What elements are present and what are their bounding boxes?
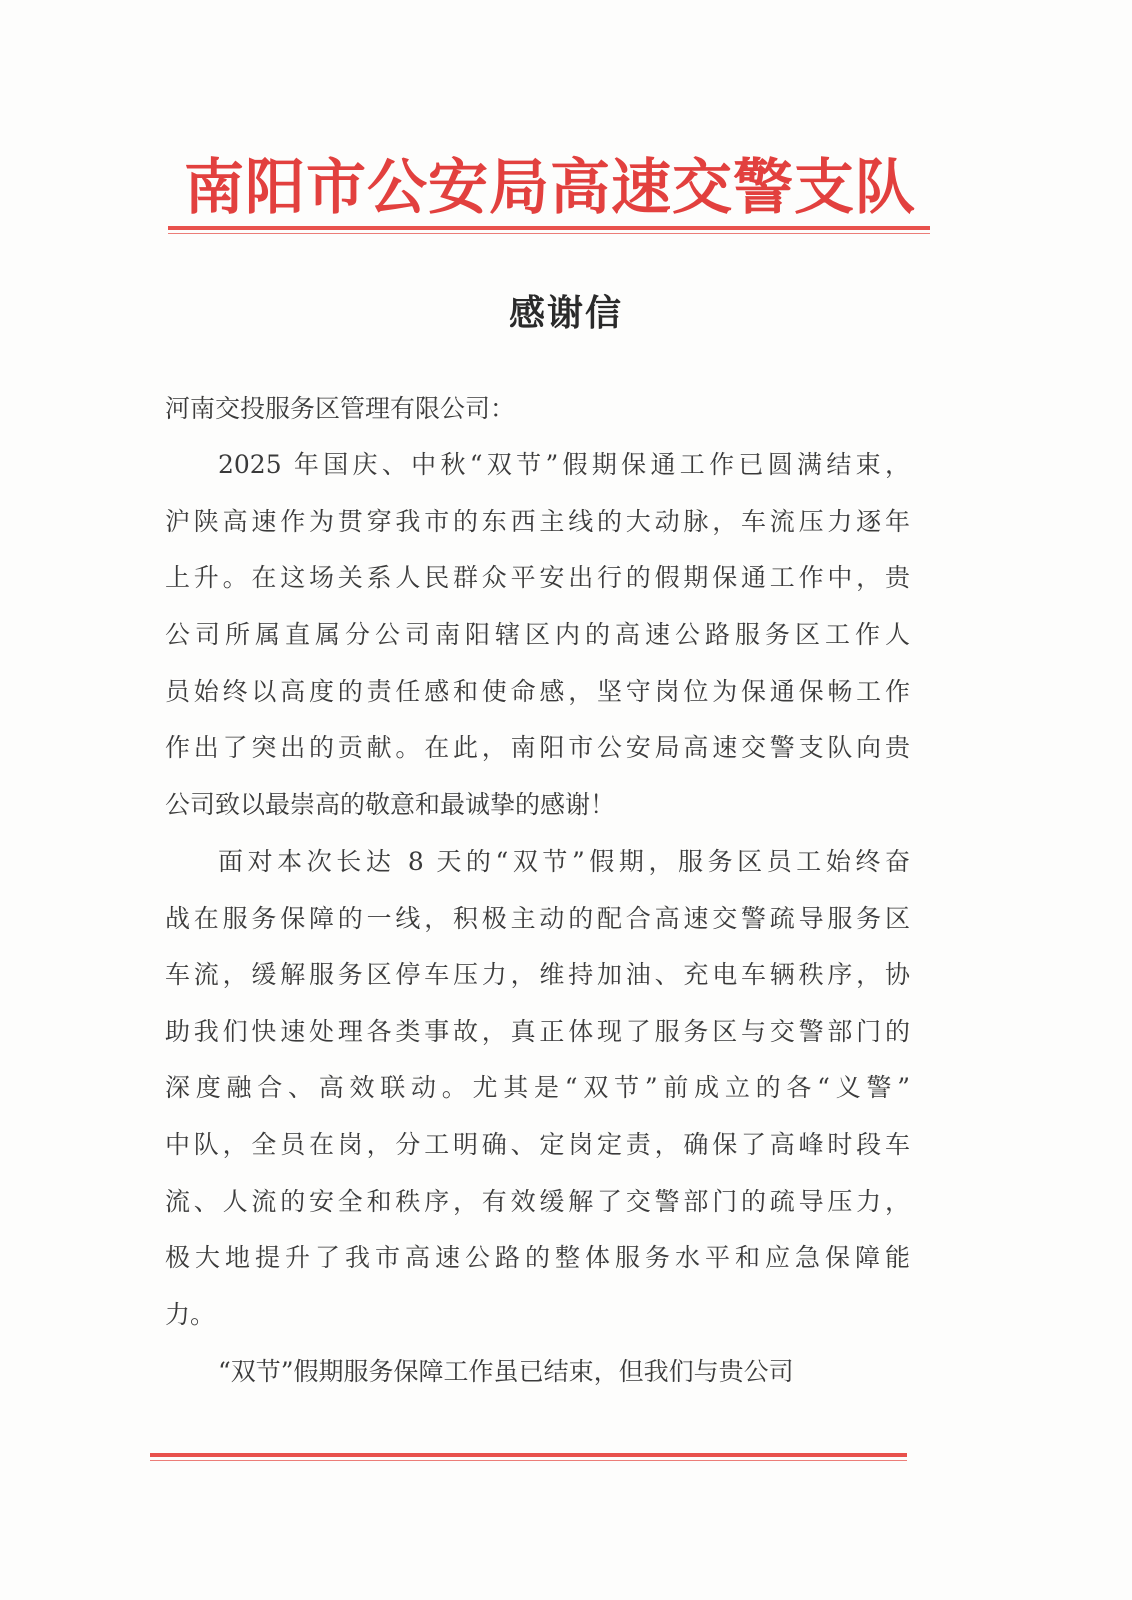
footer-rule-thin (150, 1460, 907, 1461)
body-line: 战在服务保障的一线，积极主动的配合高速交警疏导服务区 (165, 904, 910, 933)
letterhead-rule (168, 226, 930, 230)
document-title: 感谢信 (508, 292, 623, 334)
body-line: 流、人流的安全和秩序，有效缓解了交警部门的疏导压力， (165, 1187, 910, 1216)
body-line: 助我们快速处理各类事故，真正体现了服务区与交警部门的 (165, 1017, 910, 1046)
body-line: 公司所属直属分公司南阳辖区内的高速公路服务区工作人 (165, 620, 910, 649)
body-line: 车流，缓解服务区停车压力，维持加油、充电车辆秩序，协 (165, 960, 910, 989)
body-line: 深度融合、高效联动。尤其是“双节”前成立的各“义警” (165, 1073, 910, 1102)
letterhead-rule-thin (168, 233, 930, 234)
salutation: 河南交投服务区管理有限公司： (165, 394, 516, 423)
body-line: 面对本次长达 8 天的“双节”假期，服务区员工始终奋 (218, 847, 910, 876)
body-line: 极大地提升了我市高速公路的整体服务水平和应急保障能 (165, 1243, 910, 1272)
body-line: 力。 (165, 1300, 216, 1329)
body-line: 中队，全员在岗，分工明确、定岗定责，确保了高峰时段车 (165, 1130, 910, 1159)
body-line: 沪陕高速作为贯穿我市的东西主线的大动脉，车流压力逐年 (165, 507, 910, 536)
body-line: 2025 年国庆、中秋“双节”假期保通工作已圆满结束， (218, 450, 910, 479)
body-line: “双节”假期服务保障工作虽已结束，但我们与贵公司 (218, 1357, 794, 1386)
body-line: 作出了突出的贡献。在此，南阳市公安局高速交警支队向贵 (165, 733, 910, 762)
letterhead-title: 南阳市公安局高速交警支队 (184, 153, 916, 223)
body-line: 上升。在这场关系人民群众平安出行的假期保通工作中，贵 (165, 563, 910, 592)
body-line: 员始终以高度的责任感和使命感，坚守岗位为保通保畅工作 (165, 677, 910, 706)
body-line: 公司致以最崇高的敬意和最诚挚的感谢！ (165, 790, 616, 819)
footer-rule (150, 1453, 907, 1457)
